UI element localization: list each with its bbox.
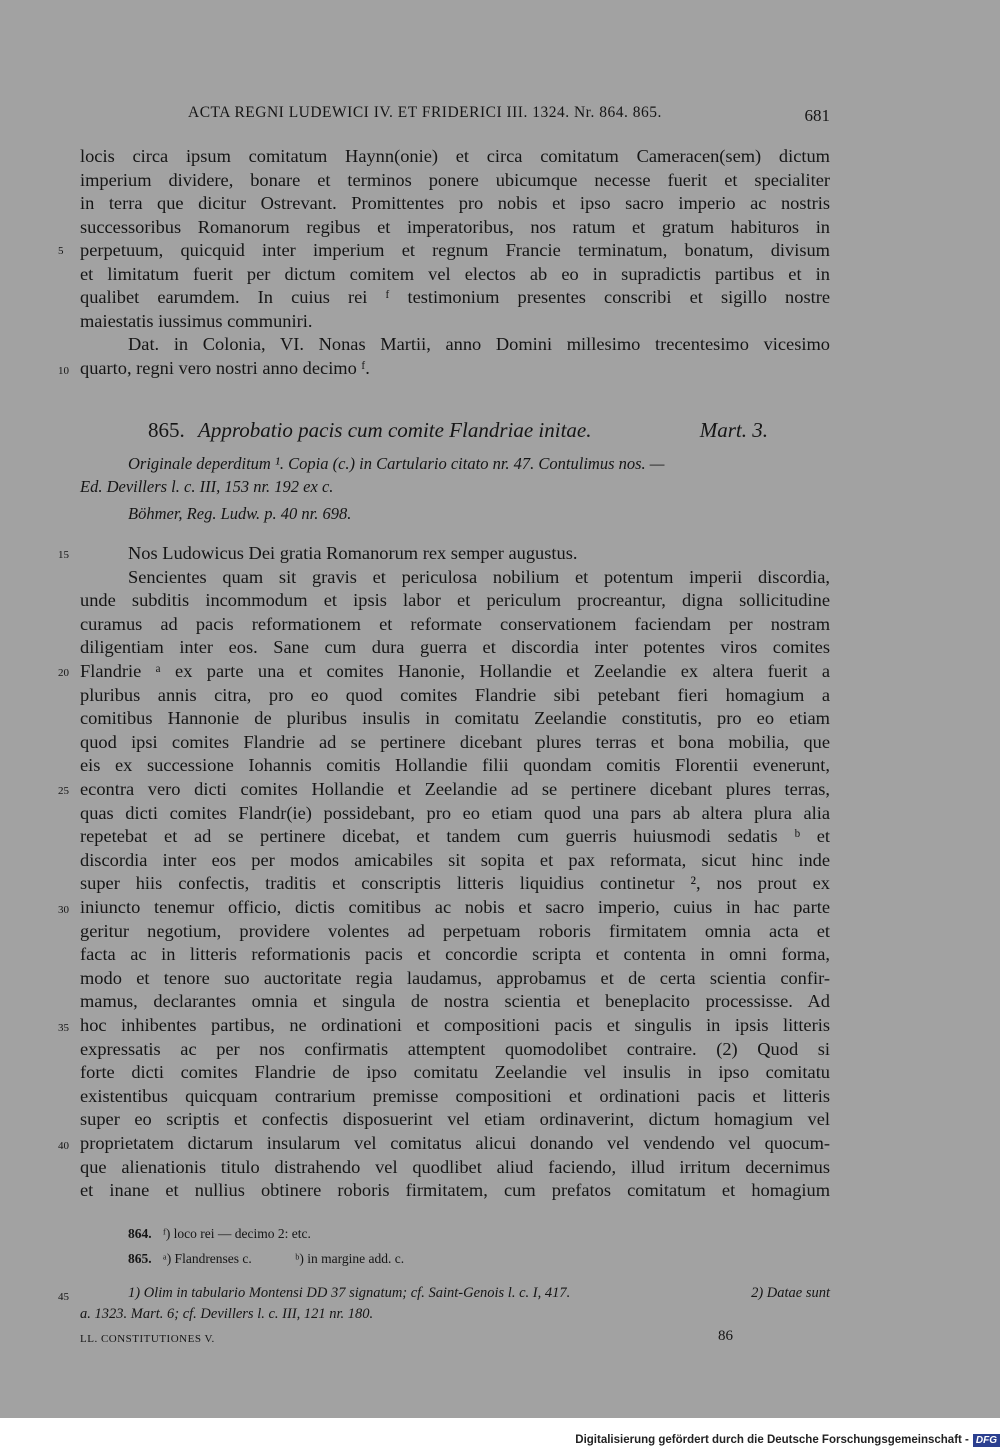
note-text-a: ᵃ) Flandrenses c. [163, 1251, 252, 1266]
note-label: 865. [128, 1251, 152, 1266]
text-line: forte dicti comites Flandrie de ipso comitatu Zeelandie vel insulis in ipso comitatu [80, 1062, 830, 1083]
line-number: 5 [58, 245, 64, 257]
text-line: super hiis confectis, traditis et conscriptis litteris liquidius continetur ², nos prout ex [80, 873, 830, 894]
text-line: successoribus Romanorum regibus et imperatoribus, nos ratum et gratum habituros in [80, 216, 830, 237]
text-line: modo et tenore suo auctoritate regia laudamus, approbamus et de certa scientia confir- [80, 967, 830, 988]
note-864 [128, 1226, 311, 1242]
text-line: proprietatem dictarum insularum vel comitatus alicui donando vel vendendo vel quocum- [80, 1133, 830, 1153]
text-line: quarto, regni vero nostri anno decimo ᶠ. [80, 357, 370, 378]
series-footer: LL. CONSTITUTIONES V. [80, 1333, 215, 1345]
note-label: 864. [128, 1226, 152, 1241]
text-line: in terra que dicitur Ostrevant. Promittentes pro nobis et ipso sacro imperio ac nostris [80, 193, 830, 213]
footnote-1: 1) Olim in tabulario Montensi DD 37 signatum; cf. Saint-Genois l. c. I, 417. [128, 1285, 571, 1301]
text-line: unde subditis incommodum et ipsis labor et periculum procreantur, digna sollicitudine [80, 590, 830, 611]
line-number: 40 [58, 1140, 69, 1152]
text-line: Nos Ludowicus Dei gratia Romanorum rex semper augustus. [128, 543, 578, 563]
section-date: Mart. 3. [699, 418, 768, 442]
text-line: facta ac in litteris reformationis pacis et concordie scripta et contenta in omni forma, [80, 944, 830, 965]
line-number: 15 [58, 549, 69, 561]
text-line: repetebat et ad se pertinere dicebat, et tandem cum guerris huiusmodi sedatis ᵇ et [80, 826, 830, 847]
text-line: iniuncto tenemur officio, dictis comitibus ac nobis et sacro imperio, cuius in hac parte [80, 897, 830, 917]
text-line: existentibus quicquam contrarium premisse compositioni et ordinationi pacis et litteris [80, 1085, 830, 1106]
dfg-credit-bar [575, 1430, 1000, 1450]
text-line: imperium dividere, bonare et terminos ponere ubicumque necesse fuerit et specialiter [80, 169, 830, 190]
text-line: mamus, declarantes omnia et singula de nostra scientia et beneplacito processisse. Ad [80, 991, 830, 1012]
text-line: qualibet earumdem. In cuius rei ᶠ testimonium presentes conscribi et sigillo nostre [80, 287, 830, 307]
text-line: Flandrie ᵃ ex parte una et comites Hanonie, Hollandie et Zeelandie ex altera fuerit a [80, 661, 830, 681]
text-line: quod ipsi comites Flandrie ad se pertinere dicebant plures terras et bona mobilia, que [80, 731, 830, 752]
text-line: maiestatis iussimus communiri. [80, 310, 313, 331]
text-line: perpetuum, quicquid inter imperium et regnum Francie terminatum, bonatum, divisum [80, 240, 830, 260]
section-865-heading [148, 418, 768, 443]
section-number: 865. [148, 418, 185, 442]
footnote-2-continuation: a. 1323. Mart. 6; cf. Devillers l. c. III, 121 nr. 180. [80, 1306, 374, 1322]
source-line-2: Ed. Devillers l. c. III, 153 nr. 192 ex c. [80, 477, 334, 496]
text-line: eis ex successione Iohannis comitis Hollandie filii quondam comitis Florentii evenerunt, [80, 755, 830, 776]
source-line-1: Originale deperditum ¹. Copia (c.) in Cartulario citato nr. 47. Contulimus nos. — [128, 454, 665, 473]
line-number: 10 [58, 365, 69, 377]
line-number: 20 [58, 667, 69, 679]
line-number: 45 [58, 1291, 69, 1303]
line-number: 35 [58, 1022, 69, 1034]
text-line: que alienationis titulo distrahendo vel quodlibet aliud faciendo, illud irritum decernimus [80, 1156, 830, 1177]
regest-reference: Böhmer, Reg. Ludw. p. 40 nr. 698. [128, 504, 352, 523]
text-line: curamus ad pacis reformationem et reformate conservationem faciendam per nostram [80, 613, 830, 634]
text-line: super eo scriptis et confectis disposuerint vel etiam ordinaverint, dictum homagium vel [80, 1109, 830, 1130]
dfg-logo-icon: DFG [973, 1434, 1000, 1447]
text-line: pluribus annis citra, pro eo quod comites Flandrie sibi petebant fieri homagium a [80, 684, 830, 705]
page-number: 681 [804, 106, 830, 125]
text-line: Dat. in Colonia, VI. Nonas Martii, anno Domini millesimo trecentesimo vicesimo [128, 334, 830, 354]
note-text-b: ᵇ) in margine add. c. [295, 1251, 405, 1266]
footnote-2-start: 2) Datae sunt [751, 1285, 830, 1301]
note-865 [128, 1251, 404, 1267]
note-text: ᶠ) loco rei — decimo 2: etc. [163, 1226, 311, 1241]
text-line: locis circa ipsum comitatum Haynn(onie) et circa comitatum Cameracen(sem) dictum [80, 146, 830, 166]
text-line: diligentiam inter eos. Sane cum dura guerra et discordia inter potentes viros comites [80, 637, 830, 658]
signature-mark: 86 [718, 1328, 733, 1344]
line-number: 25 [58, 785, 69, 797]
text-line: geritur negotium, providere volentes ad perpetuam roboris firmitatem omnia acta et [80, 920, 830, 941]
text-line: discordia inter eos per modos amicabiles sit sopita et pax reformata, sicut hinc inde [80, 849, 830, 870]
text-line: Sencientes quam sit gravis et periculosa nobilium et potentum imperii discordia, [128, 566, 830, 587]
text-line: econtra vero dicti comites Hollandie et Zeelandie ad se pertinere dicebant plures terras, [80, 779, 830, 799]
dfg-credit-text: Digitalisierung gefördert durch die Deutsche Forschungsgemeinschaft - [575, 1434, 969, 1446]
text-line: quas dicti comites Flandr(ie) possidebant, pro eo etiam quod una pars ab altera plura alia [80, 802, 830, 823]
text-line: et inane et nullius obtinere roboris firmitatem, cum prefatos comitatum et homagium [80, 1180, 830, 1201]
text-line: et limitatum fuerit per dictum comitem vel electos ab eo in supradictis partibus et in [80, 263, 830, 284]
running-header [80, 104, 830, 128]
text-line: hoc inhibentes partibus, ne ordinationi et compositioni pacis et singulis in ipsis litteris [80, 1015, 830, 1035]
running-title: ACTA REGNI LUDEWICI IV. ET FRIDERICI III. 1324. Nr. 864. 865. [188, 104, 662, 121]
text-line: comitibus Hannonie de pluribus insulis in comitatu Zeelandie constitutis, pro eo etiam [80, 708, 830, 729]
line-number: 30 [58, 904, 69, 916]
section-title: Approbatio pacis cum comite Flandriae initae. [198, 418, 592, 442]
text-line: expressatis ac per nos confirmatis attemptent quomodolibet contraire. (2) Quod si [80, 1038, 830, 1059]
